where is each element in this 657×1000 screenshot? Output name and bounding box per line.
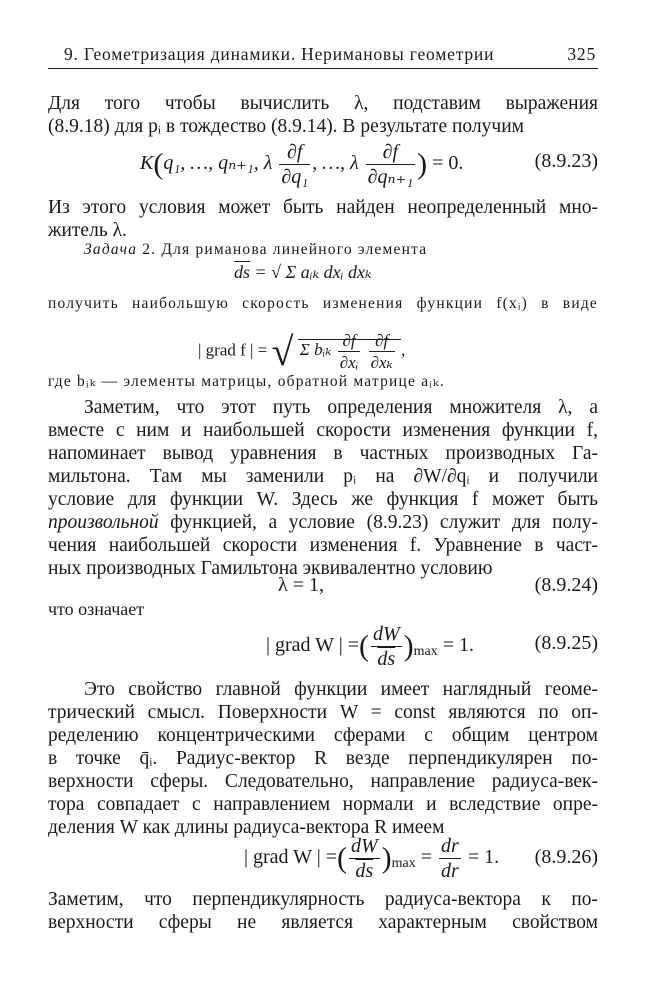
fraction-denominator: ds [377,648,396,670]
text-line: Для того чтобы вычислить λ, подставим выражения [48,93,598,114]
equation-8-9-24 [48,574,598,600]
text-line: житель λ. [48,220,127,241]
eq-tail: , [401,340,406,360]
task-paragraph [48,240,598,260]
text-line: верхности сферы. Следовательно, направление радиуса-век- [48,771,598,792]
fraction-numerator: dW [350,835,378,857]
task-paragraph-2 [48,294,598,314]
eq-ds-lhs: $\overline{ds}$ [234,262,251,282]
eq-ds-rhs: = √ Σ aᵢₖ dxᵢ dxₖ [254,262,372,282]
task-line: где bᵢₖ — элементы матрицы, обратной матрице aᵢₖ. [48,373,445,390]
equation-number: (8.9.25) [534,632,598,654]
text-line: ределению концентрическими сферами с общим центром [48,725,598,746]
paragraph-3 [48,396,598,580]
eq-body: λ = 1, [278,574,324,596]
task-label: Задача [84,241,138,258]
fraction [338,332,361,371]
paragraph-1 [48,92,598,138]
equation-number: (8.9.24) [534,574,598,596]
paragraph-5 [48,888,598,934]
header-title: 9. Геометризация динамики. Неримановы геометрии [64,44,495,64]
fraction-denominator: dr [441,860,459,882]
text-line: ных производных Гамильтона эквивалентно условию [48,558,493,579]
fraction-numerator: ∂f [279,142,310,165]
text-line: мильтона. Там мы заменили pᵢ на ∂W/∂qᵢ и получили [48,466,598,487]
eq-subscript: max [413,644,438,660]
task-text: 2. Для риманова линейного элемента [142,241,428,258]
fraction-numerator: ∂f [369,332,395,352]
running-header [48,44,598,69]
text-line: Заметим, что перпендикулярность радиуса-вектора к по- [48,889,598,910]
eq-subscript: max [391,856,416,872]
fraction-denominator: ds [355,860,374,882]
equation-number: (8.9.23) [534,150,598,172]
eq-equals: = [420,846,433,869]
fraction [369,332,395,371]
fraction-numerator: ∂f [338,332,361,352]
text-line: что означает [48,599,145,619]
equation-ds [48,262,598,288]
text-line: Из этого условия может быть найден неопределенный мно- [48,197,598,218]
text-line: чения наибольшей скорости изменения f. Уравнение в част- [48,535,598,556]
equation-8-9-25: | grad W | =( $\frac{dW}{ds}$ )$_{max} = 1$. (8.9.25) [266,623,598,670]
eq-rhs: = 1. [467,846,500,869]
eq-grad-lhs: | grad f | = [198,340,268,360]
emphasis: произвольной [48,512,159,533]
text-line: Это свойство главной функции имеет наглядный геоме- [84,679,598,700]
equation-number: (8.9.26) [534,846,598,868]
fraction-denominator: ∂q₁ [281,166,309,188]
text-line [48,511,598,534]
eq-lhs: | grad W | = [244,846,337,869]
paragraph-2 [48,196,598,242]
fraction [349,836,380,881]
text-line: тора совпадает с направлением нормали и вследствие опре- [48,794,598,815]
eq-sum: Σ bᵢₖ [299,340,332,360]
fraction [439,836,461,881]
fraction-numerator: ∂f [366,142,416,165]
equation-grad-f: | grad f | = √ Σ bᵢₖ $\frac{\partial f}{\text{∂xᵢ}}$ $\frac{\partial f}{\text{∂xₖ}}$ , [198,329,406,374]
task-paragraph-3 [48,372,598,392]
fraction-denominator: ∂xₖ [370,353,393,372]
text-line: вместе с ним и наибольшей скорости изменения функции f, [48,420,598,441]
text-line: трический смысл. Поверхности W = const являются по оп- [48,702,598,723]
eq-k: K [140,152,154,175]
fraction [371,624,402,669]
page-number: 325 [567,44,596,64]
text-line: условие для функции W. Здесь же функция f может быть [48,489,598,510]
text-fragment: функцией, а условие (8.9.23) служит для полу- [158,512,598,533]
text-line: Заметим, что этот путь определения множителя λ, а [84,397,598,418]
text-line: (8.9.18) для pᵢ в тождество (8.9.14). В результате получим [48,116,524,137]
text-line: деления W как длины радиуса-вектора R имеем [48,817,445,838]
fraction-denominator: ∂qₙ₊₁ [367,166,414,188]
fraction-numerator: dr [441,835,459,857]
eq-rhs: = 1. [442,634,475,657]
task-line [48,240,598,260]
text-line: напоминает вывод уравнения в частных производных Га- [48,443,598,464]
eq-args: q₁, …, qₙ₊₁, λ [163,152,273,175]
fraction [279,142,310,187]
text-line: в точке q̄ᵢ. Радиус-вектор R везде перпендикулярен по- [48,748,598,769]
fraction-numerator: dW [372,623,400,645]
task-line: получить наибольшую скорость изменения функции f(xᵢ) в виде [48,295,598,312]
eq-mid: , …, λ [312,152,359,175]
fraction [366,142,416,187]
eq-rhs: = 0. [432,152,464,175]
paragraph-4 [48,678,598,839]
equation-8-9-26: | grad W | =( $\frac{dW}{ds}$ )$_{max}$ = $\frac{dr}{dr}$ = 1. (8.9.26) [244,835,598,882]
text-line: верхности сферы не является характерным свойством [48,912,598,933]
fraction-denominator: ∂xᵢ [339,353,359,372]
eq-lhs: | grad W | = [266,634,359,657]
equation-8-9-23: K(q₁, …, qₙ₊₁, λ $\frac{\partial f}{\text{∂q₁}}$ , …, λ $\frac{\partial f}{\text{∂qₙ₊₁}}$ ) = 0. (8.9.23) [140,141,598,188]
sqrt-body [298,331,401,372]
